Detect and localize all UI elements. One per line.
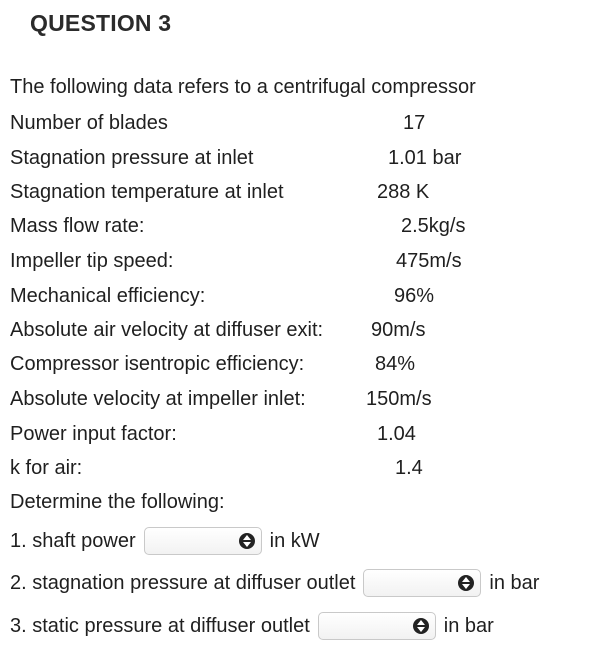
data-value-diffuser-velocity: 90m/s bbox=[371, 319, 426, 341]
data-label-tip-speed: Impeller tip speed: bbox=[10, 250, 174, 272]
part-2-answer-select[interactable] bbox=[363, 569, 481, 597]
updown-arrows-icon bbox=[413, 618, 429, 634]
part-3-unit: in bar bbox=[443, 614, 494, 637]
part-3-label: 3. static pressure at diffuser outlet bbox=[10, 614, 310, 637]
data-label-diffuser-velocity: Absolute air velocity at diffuser exit: bbox=[10, 319, 324, 341]
question-title: QUESTION 3 bbox=[30, 10, 172, 36]
part-1-unit: in kW bbox=[269, 529, 320, 552]
data-value-stag-pressure: 1.01 bar bbox=[388, 147, 462, 169]
data-value-tip-speed: 475m/s bbox=[396, 250, 462, 272]
part-2-unit: in bar bbox=[489, 571, 540, 594]
intro-text: The following data refers to a centrifugal compressor bbox=[10, 76, 476, 98]
updown-arrows-icon bbox=[239, 533, 255, 549]
data-label-k-air: k for air: bbox=[10, 457, 83, 479]
data-value-inlet-velocity: 150m/s bbox=[366, 388, 432, 410]
data-value-mech-eff: 96% bbox=[394, 285, 435, 307]
data-label-isentropic-eff: Compressor isentropic efficiency: bbox=[10, 353, 305, 375]
data-value-blades: 17 bbox=[403, 112, 426, 134]
data-label-mass-flow: Mass flow rate: bbox=[10, 215, 145, 237]
data-label-mech-eff: Mechanical efficiency: bbox=[10, 285, 206, 307]
part-1-answer-select[interactable] bbox=[144, 527, 262, 555]
part-2-row bbox=[10, 568, 539, 598]
part-3-row bbox=[10, 611, 494, 641]
data-value-isentropic-eff: 84% bbox=[375, 353, 416, 375]
data-value-stag-temp: 288 K bbox=[377, 181, 430, 203]
data-label-stag-temp: Stagnation temperature at inlet bbox=[10, 181, 284, 203]
data-label-stag-pressure: Stagnation pressure at inlet bbox=[10, 147, 254, 169]
data-label-power-factor: Power input factor: bbox=[10, 423, 177, 445]
part-1-row bbox=[10, 526, 320, 556]
part-2-label: 2. stagnation pressure at diffuser outlet bbox=[10, 571, 356, 594]
part-3-answer-select[interactable] bbox=[318, 612, 436, 640]
data-label-blades: Number of blades bbox=[10, 112, 168, 134]
data-value-power-factor: 1.04 bbox=[377, 423, 416, 445]
determine-text: Determine the following: bbox=[10, 491, 225, 513]
part-1-label: 1. shaft power bbox=[10, 529, 136, 552]
updown-arrows-icon bbox=[458, 575, 474, 591]
data-value-k-air: 1.4 bbox=[395, 457, 423, 479]
data-value-mass-flow: 2.5kg/s bbox=[401, 215, 466, 237]
data-label-inlet-velocity: Absolute velocity at impeller inlet: bbox=[10, 388, 306, 410]
